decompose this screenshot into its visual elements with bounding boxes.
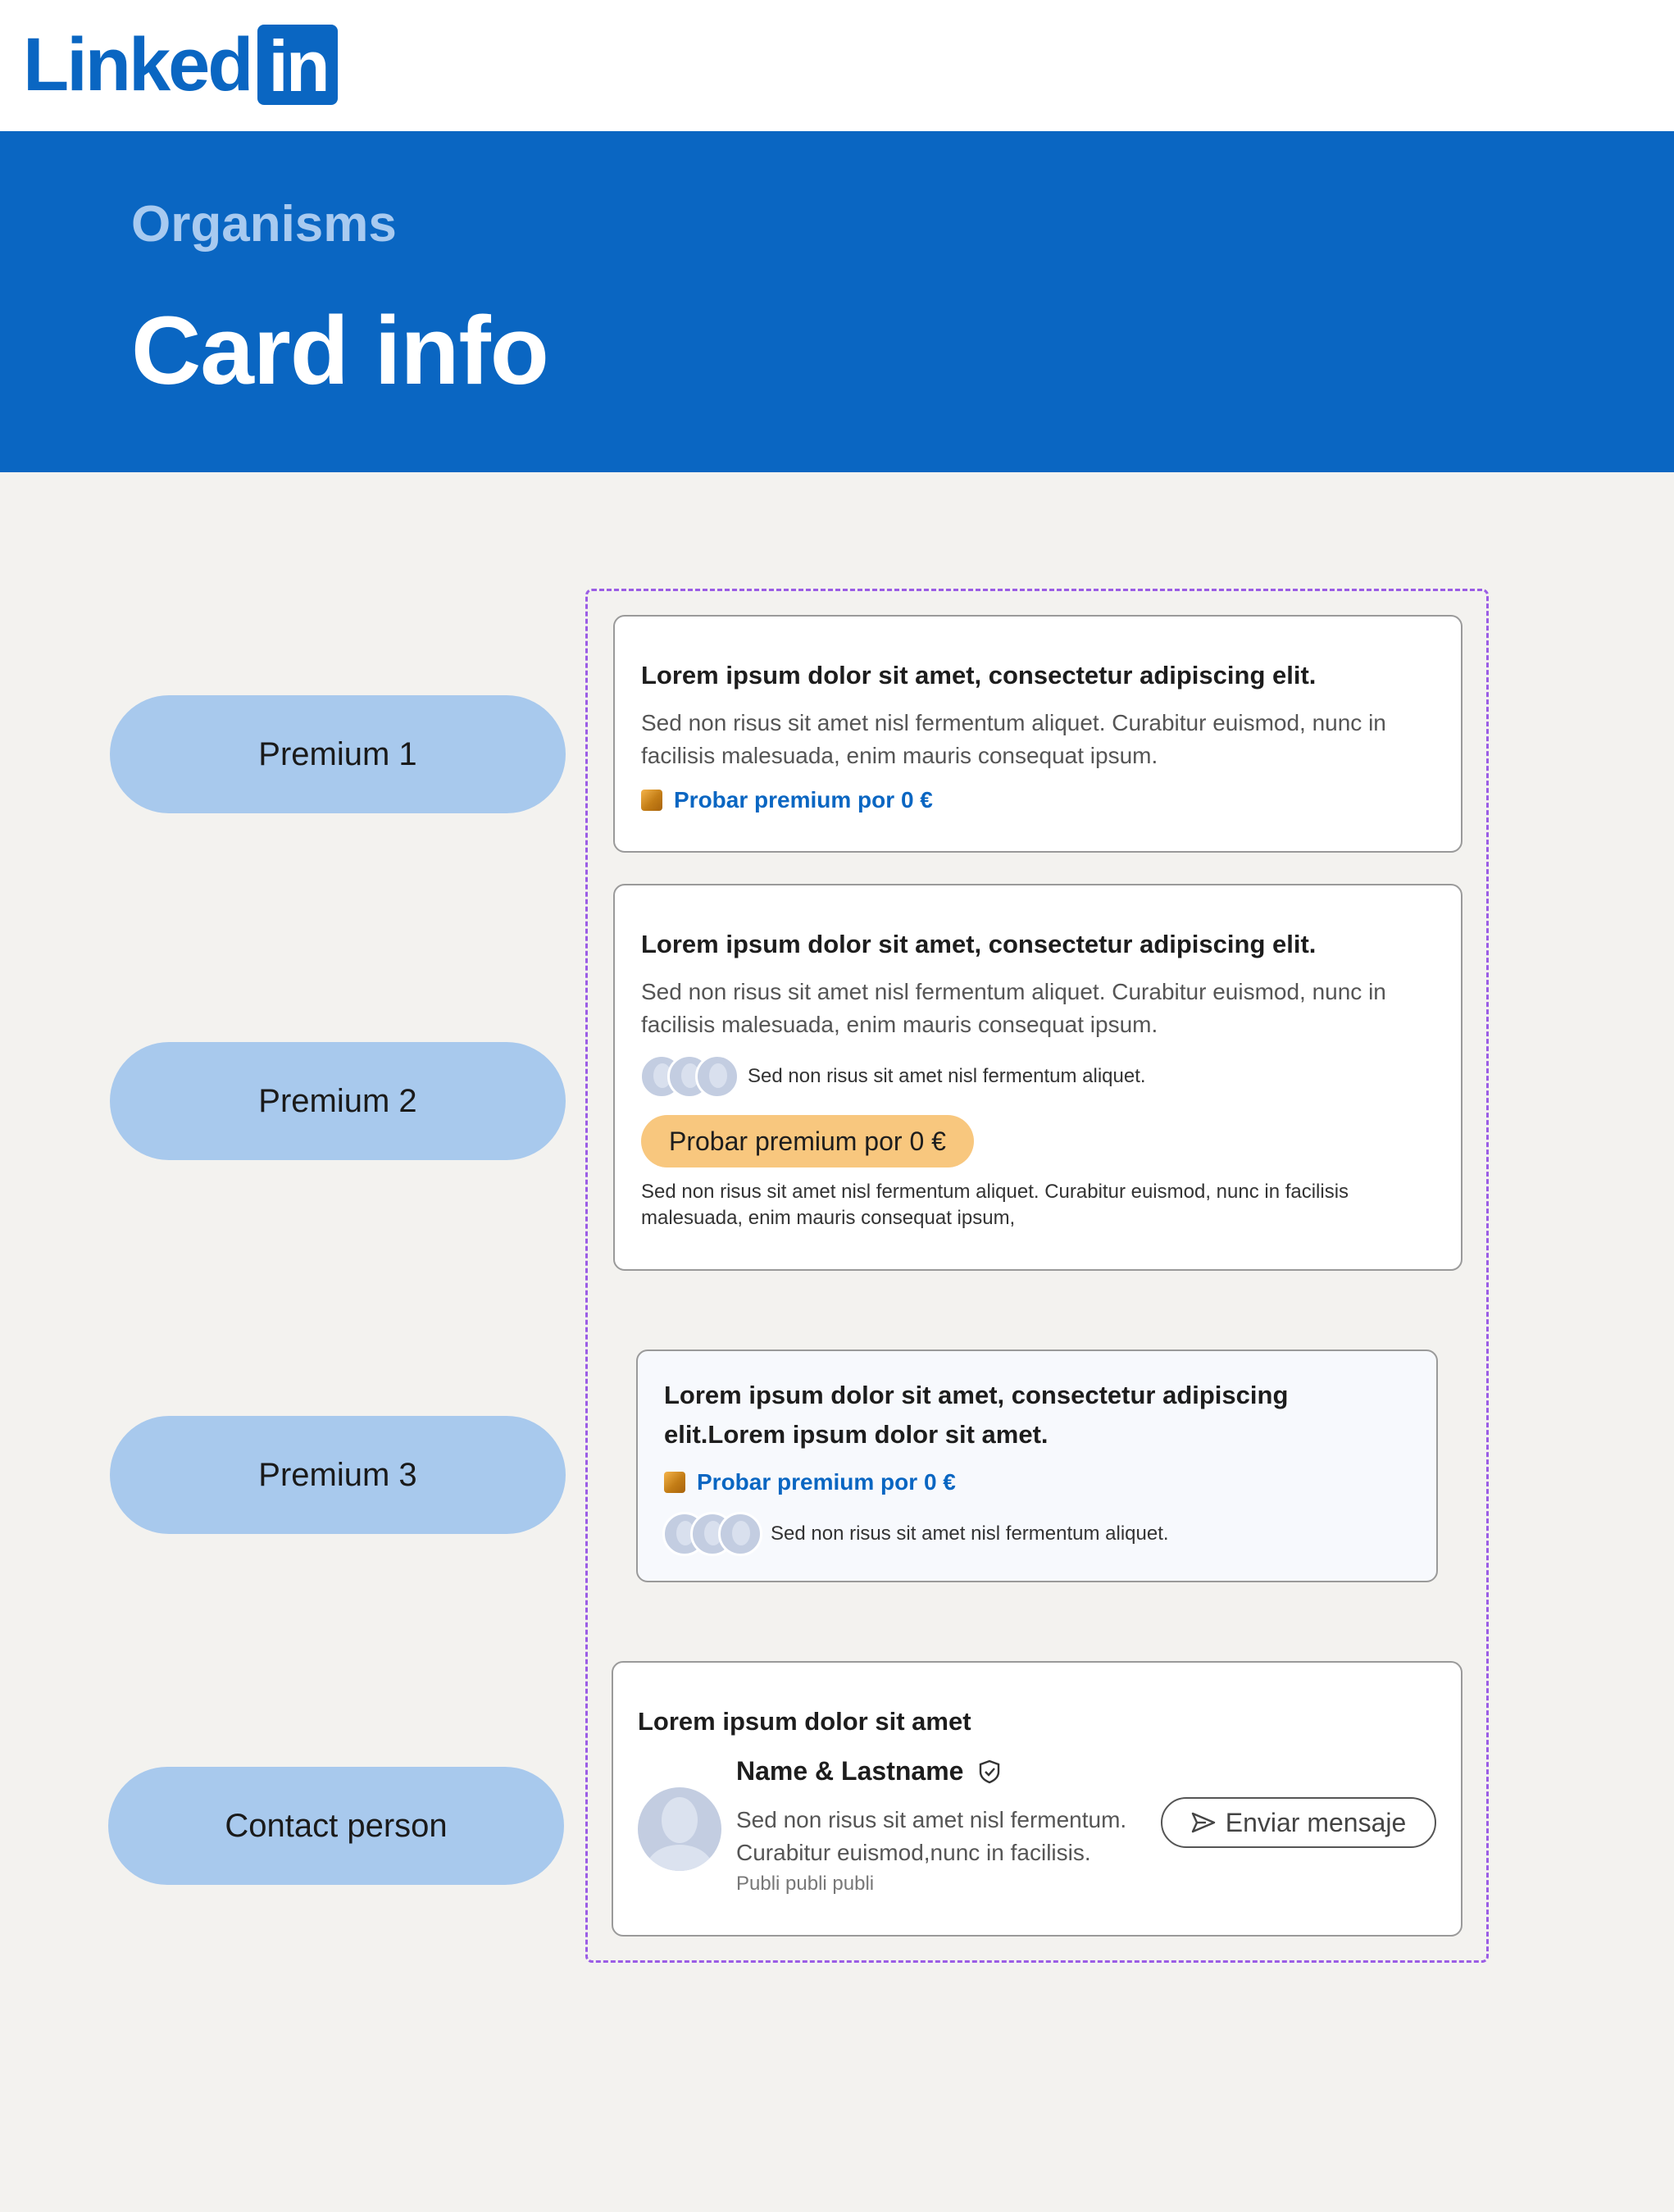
face-avatar-icon [718, 1512, 762, 1556]
hero-kicker: Organisms [131, 196, 397, 253]
contact-meta: Publi publi publi [736, 1873, 875, 1895]
card-title: Lorem ipsum dolor sit amet, consectetur adipiscing elit. [641, 930, 1317, 958]
card-title: Lorem ipsum dolor sit amet [638, 1707, 971, 1736]
contact-description: Sed non risus sit amet nisl fermentum. Curabitur euismod,nunc in facilisis. [736, 1807, 1127, 1865]
connections-text: Sed non risus sit amet nisl fermentum aliquet. [748, 1065, 1146, 1087]
try-premium-link-label: Probar premium por 0 € [674, 787, 933, 812]
label-premium-2: Premium 2 [110, 1042, 566, 1160]
page-title: Card info [131, 297, 548, 405]
linkedin-logo[interactable] [23, 25, 338, 105]
card-premium-2 [613, 884, 1462, 1271]
connections-text: Sed non risus sit amet nisl fermentum aliquet. [771, 1522, 1169, 1545]
top-bar [0, 0, 1674, 131]
try-premium-link[interactable] [641, 787, 933, 813]
card-contact-person [612, 1661, 1462, 1937]
try-premium-link-label: Probar premium por 0 € [697, 1469, 956, 1495]
try-premium-link[interactable] [664, 1469, 956, 1495]
hero-banner [0, 131, 1674, 472]
send-message-button[interactable] [1161, 1797, 1436, 1848]
contact-avatar[interactable] [638, 1787, 721, 1871]
contact-name-row [736, 1756, 1001, 1786]
logo-wordmark: Linked [23, 23, 252, 107]
verified-shield-icon [978, 1759, 1001, 1784]
contact-name[interactable]: Name & Lastname [736, 1756, 964, 1786]
card-body: Sed non risus sit amet nisl fermentum aliquet. Curabitur euismod, nunc in facilisis malesuada, enim mauris consequat ipsum. [641, 979, 1386, 1037]
try-premium-button[interactable]: Probar premium por 0 € [641, 1115, 974, 1167]
card-title: Lorem ipsum dolor sit amet, consectetur adipiscing elit. [641, 661, 1317, 690]
send-message-label: Enviar mensaje [1225, 1807, 1407, 1837]
connections-faces [662, 1512, 1169, 1556]
card-premium-1 [613, 615, 1462, 853]
send-icon [1191, 1812, 1216, 1833]
premium-gold-icon [664, 1472, 685, 1493]
label-premium-3: Premium 3 [110, 1416, 566, 1534]
logo-in-box: in [257, 25, 338, 105]
connections-faces [639, 1054, 1146, 1099]
face-avatar-icon [695, 1054, 739, 1099]
card-body: Sed non risus sit amet nisl fermentum aliquet. Curabitur euismod, nunc in facilisis malesuada, enim mauris consequat ipsum. [641, 710, 1386, 768]
label-premium-1: Premium 1 [110, 695, 566, 813]
card-footnote: Sed non risus sit amet nisl fermentum aliquet. Curabitur euismod, nunc in facilisis malesuada, enim mauris consequat ipsum, [641, 1181, 1349, 1229]
card-premium-3 [636, 1350, 1438, 1582]
card-title: Lorem ipsum dolor sit amet, consectetur adipiscing elit.Lorem ipsum dolor sit amet. [664, 1381, 1289, 1449]
premium-gold-icon [641, 790, 662, 811]
label-contact-person: Contact person [108, 1767, 564, 1885]
